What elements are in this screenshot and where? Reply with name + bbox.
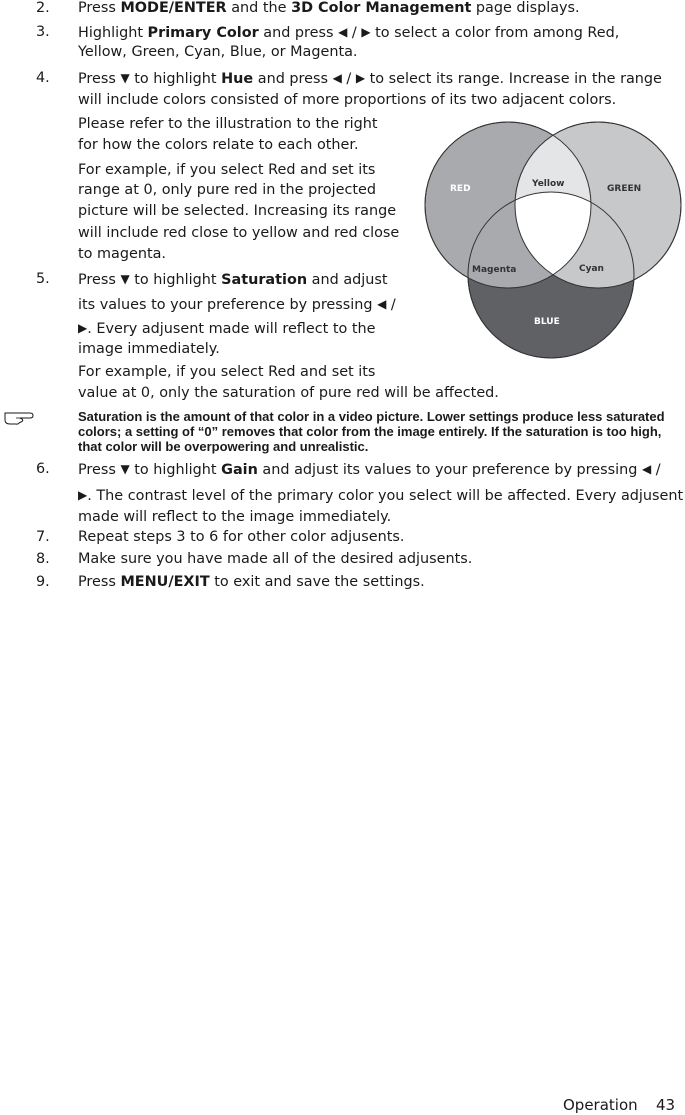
text: Press (78, 574, 121, 590)
paragraph-line: to magenta. (78, 246, 167, 262)
green-label: GREEN (607, 184, 642, 194)
magenta-label: Magenta (472, 265, 517, 275)
step-3-text (78, 24, 619, 42)
text: and the (226, 0, 292, 16)
step-number: 4. (36, 70, 50, 86)
left-arrow-icon: ◀ (377, 297, 387, 311)
step-2-text (78, 0, 580, 17)
step-4-line-2: will include colors consisted of more proportions of its two adjacent colors. (78, 92, 617, 108)
text: to select a color from among Red, (370, 25, 620, 41)
step-7-text: Repeat steps 3 to 6 for other color adjusents. (78, 529, 405, 545)
red-label: RED (450, 184, 471, 194)
text: / (386, 297, 396, 313)
down-arrow-icon: ▼ (120, 272, 130, 286)
step-5-line-4: image immediately. (78, 341, 220, 357)
section-footer: Operation (563, 1096, 638, 1114)
right-arrow-icon: ▶ (78, 488, 88, 502)
right-arrow-icon: ▶ (355, 71, 366, 85)
step-number: 2. (36, 0, 50, 16)
step-number: 7. (36, 529, 50, 545)
menu-exit-key: MENU/EXIT (120, 574, 210, 590)
gain-label: Gain (221, 462, 258, 478)
step-5-line-3 (78, 320, 376, 338)
text: to exit and save the settings. (209, 574, 425, 590)
text: to highlight (129, 272, 222, 288)
step-number: 5. (36, 271, 50, 287)
paragraph-line: will include red close to yellow and red close (78, 225, 400, 241)
paragraph-line: picture will be selected. Increasing its range (78, 203, 397, 219)
text: . The contrast level of the primary color you select will be affected. Every adjusent (87, 488, 684, 504)
left-arrow-icon: ◀ (332, 71, 342, 85)
paragraph-line: value at 0, only the saturation of pure red will be affected. (78, 385, 499, 401)
slash: / (346, 71, 352, 87)
down-arrow-icon: ▼ (120, 462, 130, 476)
text: to highlight (129, 462, 222, 478)
paragraph-line: for how the colors relate to each other. (78, 137, 359, 153)
3d-color-management-label: 3D Color Management (291, 0, 472, 16)
text: and press (253, 71, 333, 87)
text: Press (78, 272, 121, 288)
text: to select its range. Increase in the range (365, 71, 662, 87)
step-5-text (78, 271, 388, 289)
mode-enter-key: MODE/ENTER (120, 0, 227, 16)
step-number: 3. (36, 24, 50, 40)
step-6-line-2 (78, 487, 683, 505)
step-number: 9. (36, 574, 50, 590)
left-arrow-icon: ◀ (641, 462, 652, 476)
saturation-note: Saturation is the amount of that color in a video picture. Lower settings produce less saturated colors; a setting of “0” removes that color from the image entirely. If the saturation is too high, that color will be overpowering and unrealistic. (78, 409, 665, 454)
color-venn-diagram (420, 118, 685, 362)
step-number: 8. (36, 551, 50, 567)
text: Press (78, 71, 121, 87)
step-8-text: Make sure you have made all of the desired adjusents. (78, 551, 473, 567)
paragraph-line: range at 0, only pure red in the projected (78, 182, 377, 198)
saturation-label: Saturation (221, 272, 308, 288)
text: its values to your preference by pressing (78, 297, 378, 313)
step-number: 6. (36, 461, 50, 477)
text: and press (258, 25, 339, 41)
text: and adjust its values to your preference by pressing (257, 462, 642, 478)
slash: / (351, 25, 357, 41)
text: Highlight (78, 25, 148, 41)
paragraph-line: For example, if you select Red and set its (78, 364, 376, 380)
hue-label: Hue (221, 71, 254, 87)
step-3-line-2: Yellow, Green, Cyan, Blue, or Magenta. (78, 44, 358, 60)
yellow-label: Yellow (532, 179, 565, 189)
step-6-text (78, 461, 661, 479)
step-5-line-2 (78, 296, 396, 314)
text: page displays. (471, 0, 580, 16)
text: . Every adjusent made will reflect to the (87, 321, 376, 337)
paragraph-line: Please refer to the illustration to the right (78, 116, 378, 132)
step-9-text (78, 574, 425, 591)
primary-color-label: Primary Color (147, 25, 259, 41)
page-number: 43 (656, 1096, 676, 1114)
left-arrow-icon: ◀ (338, 25, 348, 39)
text: and adjust (307, 272, 388, 288)
text: Press (78, 462, 121, 478)
right-arrow-icon: ▶ (361, 25, 371, 39)
cyan-label: Cyan (579, 264, 604, 274)
hand-pointing-icon (2, 407, 36, 429)
right-arrow-icon: ▶ (78, 321, 88, 335)
step-6-line-3: made will reflect to the image immediately. (78, 509, 392, 525)
text: Press (78, 0, 121, 16)
step-4-text (78, 70, 662, 88)
text: / (651, 462, 661, 478)
down-arrow-icon: ▼ (120, 71, 130, 85)
text: to highlight (129, 71, 222, 87)
blue-label: BLUE (534, 317, 560, 327)
paragraph-line: For example, if you select Red and set its (78, 162, 376, 178)
